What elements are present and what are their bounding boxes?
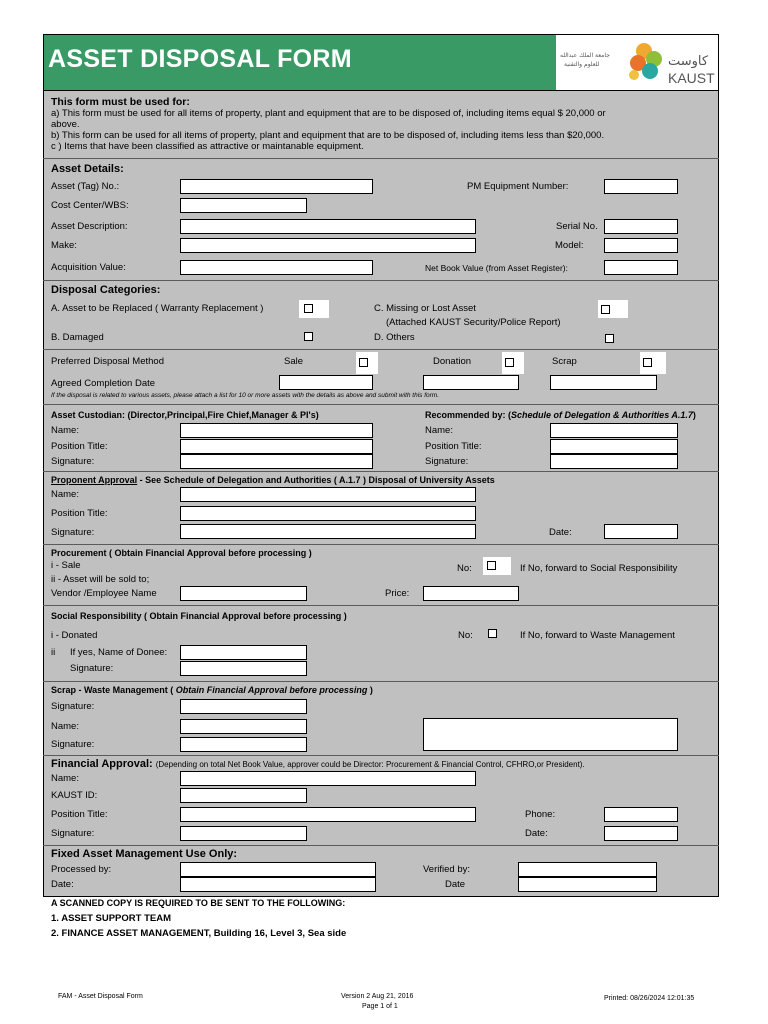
- recommended-signature-field[interactable]: [550, 454, 678, 469]
- model-label: Model:: [555, 240, 584, 251]
- recipient-2: 2. FINANCE ASSET MANAGEMENT, Building 16, Level 3, Sea side: [51, 928, 347, 939]
- sale-date-field[interactable]: [279, 375, 373, 390]
- social-heading: Social Responsibility ( Obtain Financial Approval before processing ): [51, 611, 347, 621]
- cat-c-note: (Attached KAUST Security/Police Report): [386, 317, 561, 328]
- procurement-sold-to: ii - Asset will be sold to;: [51, 574, 150, 585]
- divider: [43, 845, 719, 846]
- fam-heading: Fixed Asset Management Use Only:: [51, 848, 238, 860]
- proponent-date-field[interactable]: [604, 524, 678, 539]
- footer-version: Version 2 Aug 21, 2016: [341, 993, 414, 1000]
- social-donated: i - Donated: [51, 630, 98, 641]
- scanned-copy-note: A SCANNED COPY IS REQUIRED TO BE SENT TO THE FOLLOWING:: [51, 898, 346, 908]
- donation-label: Donation: [433, 356, 472, 367]
- model-field[interactable]: [604, 238, 678, 253]
- intro-line-a-cont: above.: [51, 119, 80, 130]
- price-field[interactable]: [423, 586, 519, 601]
- form-title: ASSET DISPOSAL FORM: [48, 45, 352, 73]
- acquisition-field[interactable]: [180, 260, 373, 275]
- divider: [43, 280, 719, 281]
- scrap-checkbox[interactable]: [643, 358, 652, 367]
- recommended-name-field[interactable]: [550, 423, 678, 438]
- procurement-forward: If No, forward to Social Responsibility: [520, 563, 678, 574]
- divider: [43, 755, 719, 756]
- financial-signature-label: Signature:: [51, 828, 95, 839]
- proponent-signature-field[interactable]: [180, 524, 476, 539]
- proponent-position-label: Position Title:: [51, 508, 108, 519]
- financial-name-label: Name:: [51, 773, 79, 784]
- proponent-date-label: Date:: [549, 527, 572, 538]
- intro-line-c: c ) Items that have been classified as attractive or maintanable equipment.: [51, 141, 364, 152]
- recommended-name-label: Name:: [425, 425, 453, 436]
- cat-c-label: C. Missing or Lost Asset: [374, 303, 476, 314]
- cat-a-checkbox[interactable]: [304, 304, 313, 313]
- kaust-id-label: KAUST ID:: [51, 790, 98, 801]
- fam-date2-label: Date: [445, 879, 466, 890]
- recipient-1: 1. ASSET SUPPORT TEAM: [51, 913, 171, 924]
- svg-text:كاوست: كاوست: [668, 54, 709, 69]
- divider: [43, 349, 719, 350]
- social-signature-field[interactable]: [180, 661, 307, 676]
- cost-center-field[interactable]: [180, 198, 307, 213]
- asset-tag-field[interactable]: [180, 179, 373, 194]
- social-no-label: No:: [458, 630, 473, 641]
- disposal-note: If the disposal is related to various assets, please attach a list for 10 or more assets with the details as above and submit with this form.: [51, 392, 440, 399]
- social-no-checkbox[interactable]: [488, 629, 497, 638]
- sale-label: Sale: [284, 356, 304, 367]
- make-field[interactable]: [180, 238, 476, 253]
- vendor-field[interactable]: [180, 586, 307, 601]
- scrap-signature-label: Signature:: [51, 701, 95, 712]
- pm-equipment-label: PM Equipment Number:: [467, 181, 569, 192]
- cat-d-checkbox[interactable]: [605, 334, 614, 343]
- custodian-position-field[interactable]: [180, 439, 373, 454]
- divider: [43, 544, 719, 545]
- proponent-name-field[interactable]: [180, 487, 476, 502]
- custodian-heading: Asset Custodian: (Director,Principal,Fire Chief,Manager & PI's): [51, 410, 319, 420]
- scrap-signature2-field[interactable]: [180, 737, 307, 752]
- custodian-name-label: Name:: [51, 425, 79, 436]
- footer-page: Page 1 of 1: [362, 1003, 398, 1010]
- cat-b-label: B. Damaged: [51, 332, 104, 343]
- intro-line-b: b) This form can be used for all items of property, plant and equipment that are to be disposed of, including items less than $20,000.: [51, 130, 605, 141]
- cat-b-checkbox[interactable]: [304, 332, 313, 341]
- procurement-no-label: No:: [457, 563, 472, 574]
- proponent-position-field[interactable]: [180, 506, 476, 521]
- financial-signature-field[interactable]: [180, 826, 307, 841]
- kaust-logo: [556, 35, 718, 90]
- fam-date-field[interactable]: [180, 877, 376, 892]
- intro-heading: This form must be used for:: [51, 96, 190, 108]
- net-book-label: Net Book Value (from Asset Register):: [425, 263, 568, 273]
- recommended-position-field[interactable]: [550, 439, 678, 454]
- verified-label: Verified by:: [423, 864, 470, 875]
- footer-printed: Printed: 08/26/2024 12:01:35: [604, 995, 695, 1002]
- disposal-heading: Disposal Categories:: [51, 284, 161, 296]
- divider: [43, 404, 719, 405]
- scrap-label: Scrap: [552, 356, 577, 367]
- acquisition-label: Acquisition Value:: [51, 262, 126, 273]
- proponent-signature-label: Signature:: [51, 527, 95, 538]
- custodian-position-label: Position Title:: [51, 441, 108, 452]
- donee-label: If yes, Name of Donee:: [70, 647, 168, 658]
- scrap-name-field[interactable]: [180, 719, 307, 734]
- social-forward: If No, forward to Waste Management: [520, 630, 675, 641]
- svg-text:KAUST: KAUST: [668, 70, 715, 86]
- donation-checkbox[interactable]: [505, 358, 514, 367]
- asset-details-heading: Asset Details:: [51, 163, 124, 175]
- fam-date-label: Date:: [51, 879, 74, 890]
- proponent-name-label: Name:: [51, 489, 79, 500]
- social-signature-label: Signature:: [70, 663, 114, 674]
- serial-label: Serial No.: [556, 221, 598, 232]
- net-book-field[interactable]: [604, 260, 678, 275]
- processed-label: Processed by:: [51, 864, 112, 875]
- price-label: Price:: [385, 588, 410, 599]
- financial-date-label: Date:: [525, 828, 548, 839]
- footer-form-name: FAM - Asset Disposal Form: [58, 993, 143, 1000]
- custodian-name-field[interactable]: [180, 423, 373, 438]
- phone-field[interactable]: [604, 807, 678, 822]
- proponent-heading: Proponent Approval - See Schedule of Delegation and Authorities ( A.1.7 ) Disposal of University Assets: [51, 475, 495, 485]
- make-label: Make:: [51, 240, 77, 251]
- phone-label: Phone:: [525, 809, 556, 820]
- asset-description-field[interactable]: [180, 219, 476, 234]
- recommended-signature-label: Signature:: [425, 456, 469, 467]
- cat-c-checkbox[interactable]: [601, 305, 610, 314]
- social-ii: ii: [51, 647, 56, 658]
- scrap-date-field[interactable]: [550, 375, 657, 390]
- agreed-date-label: Agreed Completion Date: [51, 378, 156, 389]
- financial-date-field[interactable]: [604, 826, 678, 841]
- intro-line-a: a) This form must be used for all items of property, plant and equipment that are to be disposed of, including items equal $ 20,000 or: [51, 108, 606, 119]
- fam-date2-field[interactable]: [518, 877, 657, 892]
- cost-center-label: Cost Center/WBS:: [51, 200, 129, 211]
- svg-text:جامعة الملك عبدالله: جامعة الملك عبدالله: [560, 52, 610, 59]
- scrap-heading: Scrap - Waste Management ( Obtain Financial Approval before processing ): [51, 685, 373, 695]
- custodian-signature-field[interactable]: [180, 454, 373, 469]
- verified-field[interactable]: [518, 862, 657, 877]
- scrap-name-label: Name:: [51, 721, 79, 732]
- divider: [43, 471, 719, 472]
- kaust-logo-mark: [556, 35, 718, 90]
- divider: [43, 90, 719, 91]
- custodian-signature-label: Signature:: [51, 456, 95, 467]
- divider: [43, 605, 719, 606]
- procurement-heading: Procurement ( Obtain Financial Approval before processing ): [51, 548, 312, 558]
- divider: [43, 681, 719, 682]
- divider: [43, 158, 719, 159]
- cat-a-label: A. Asset to be Replaced ( Warranty Replacement ): [51, 303, 264, 314]
- procurement-no-checkbox[interactable]: [487, 561, 496, 570]
- financial-name-field[interactable]: [180, 771, 476, 786]
- donee-field[interactable]: [180, 645, 307, 660]
- financial-position-label: Position Title:: [51, 809, 108, 820]
- processed-field[interactable]: [180, 862, 376, 877]
- svg-text:للعلوم والتقنية: للعلوم والتقنية: [564, 61, 600, 68]
- asset-description-label: Asset Description:: [51, 221, 128, 232]
- vendor-label: Vendor /Employee Name: [51, 588, 157, 599]
- financial-heading: Financial Approval: (Depending on total Net Book Value, approver could be Director: Procurement & Financial Control, CFHRO,or President).: [51, 758, 585, 770]
- preferred-method-label: Preferred Disposal Method: [51, 356, 164, 367]
- cat-d-label: D. Others: [374, 332, 415, 343]
- donation-date-field[interactable]: [423, 375, 519, 390]
- asset-tag-label: Asset (Tag) No.:: [51, 181, 120, 192]
- scrap-notes-area[interactable]: [423, 718, 678, 751]
- recommended-position-label: Position Title:: [425, 441, 482, 452]
- kaust-id-field[interactable]: [180, 788, 307, 803]
- financial-position-field[interactable]: [180, 807, 476, 822]
- serial-field[interactable]: [604, 219, 678, 234]
- sale-checkbox[interactable]: [359, 358, 368, 367]
- scrap-signature-field[interactable]: [180, 699, 307, 714]
- scrap-signature2-label: Signature:: [51, 739, 95, 750]
- pm-equipment-field[interactable]: [604, 179, 678, 194]
- procurement-sale: i - Sale: [51, 560, 81, 571]
- recommended-heading: Recommended by: (Schedule of Delegation & Authorities A.1.7): [425, 410, 696, 420]
